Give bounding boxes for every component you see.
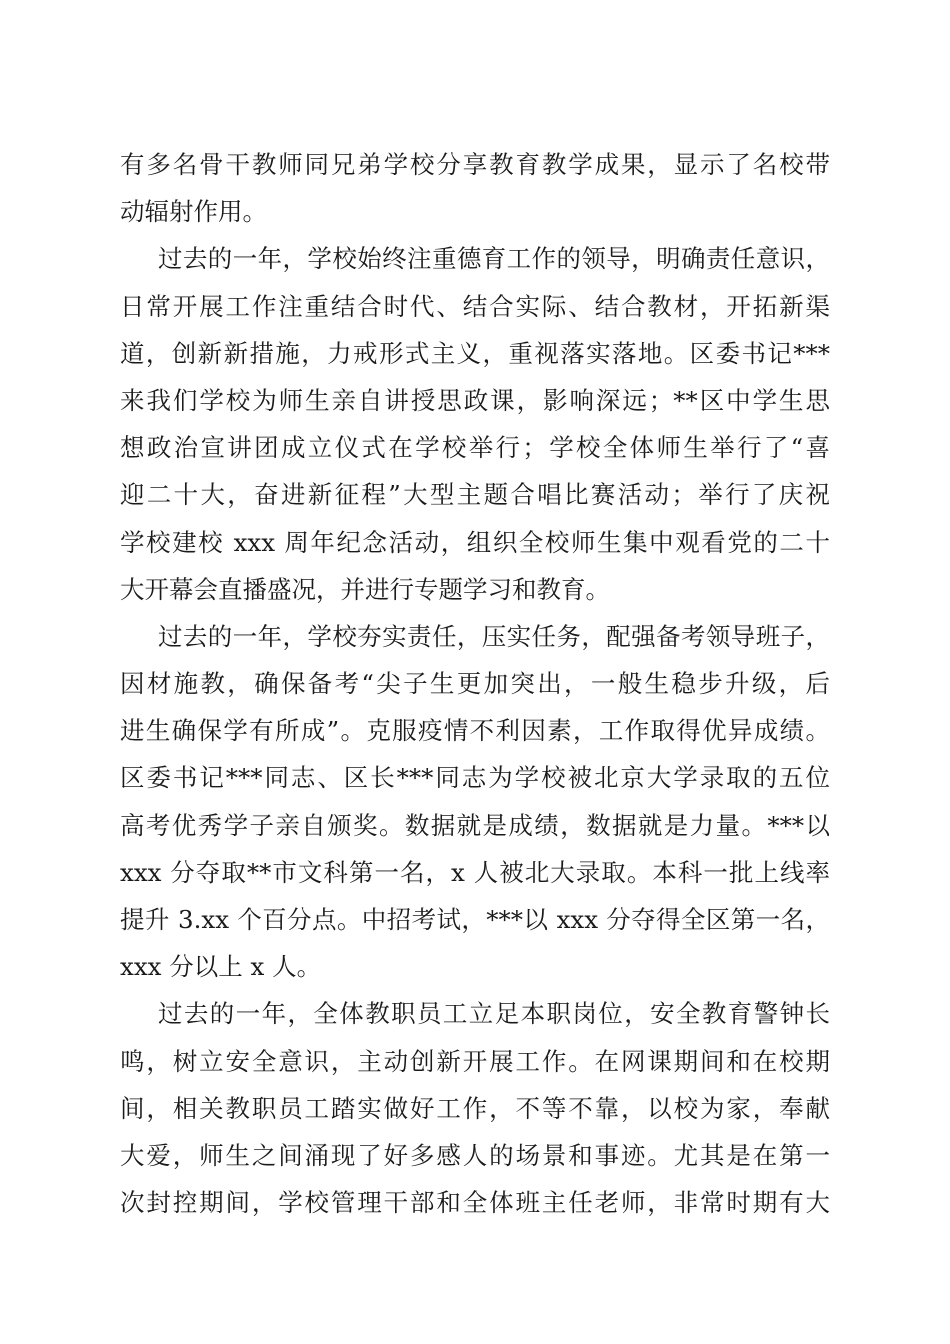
text-line: 因材施教，确保备考“尖子生更加突出，一般生稳步升级，后	[120, 669, 830, 699]
text-line: 动辐射作用。	[120, 197, 267, 227]
text-line: 高考优秀学子亲自颁奖。数据就是成绩，数据就是力量。***以	[120, 810, 830, 840]
text-line: 次封控期间，学校管理干部和全体班主任老师，非常时期有大	[120, 1188, 830, 1218]
text-line: 道，创新新措施，力戒形式主义，重视落实落地。区委书记***	[120, 338, 830, 368]
text-line: 有多名骨干教师同兄弟学校分享教育教学成果，显示了名校带	[120, 150, 830, 179]
text-line: 鸣，树立安全意识，主动创新开展工作。在网课期间和在校期	[120, 1046, 830, 1076]
text-line: xxx 分以上 x 人。	[120, 952, 322, 982]
text-line: 迎二十大，奋进新征程”大型主题合唱比赛活动；举行了庆祝	[120, 480, 830, 510]
text-line: 学校建校 xxx 周年纪念活动，组织全校师生集中观看党的二十	[120, 527, 830, 557]
paragraph-start-line: 过去的一年，学校夯实责任，压实任务，配强备考领导班子，	[158, 621, 830, 651]
text-line: 来我们学校为师生亲自讲授思政课，影响深远；**区中学生思	[120, 385, 830, 415]
paragraph-start-line: 过去的一年，全体教职员工立足本职岗位，安全教育警钟长	[158, 999, 830, 1029]
body-text	[120, 141, 830, 1226]
text-line: 想政治宣讲团成立仪式在学校举行；学校全体师生举行了“喜	[120, 433, 830, 463]
text-line: 大爱，师生之间涌现了好多感人的场景和事迹。尤其是在第一	[120, 1140, 830, 1170]
text-line: 大开幕会直播盛况，并进行专题学习和教育。	[120, 574, 610, 604]
text-line: xxx 分夺取**市文科第一名，x 人被北大录取。本科一批上线率	[120, 857, 830, 887]
text-line: 进生确保学有所成”。克服疫情不利因素，工作取得优异成绩。	[120, 716, 830, 746]
paragraph-start-line: 过去的一年，学校始终注重德育工作的领导，明确责任意识，	[158, 244, 830, 274]
text-line: 区委书记***同志、区长***同志为学校被北京大学录取的五位	[120, 763, 830, 793]
text-line: 日常开展工作注重结合时代、结合实际、结合教材，开拓新渠	[120, 291, 830, 321]
text-line: 提升 3.xx 个百分点。中招考试，***以 xxx 分夺得全区第一名，	[120, 905, 830, 934]
text-line: 间，相关教职员工踏实做好工作，不等不靠，以校为家，奉献	[120, 1093, 830, 1123]
